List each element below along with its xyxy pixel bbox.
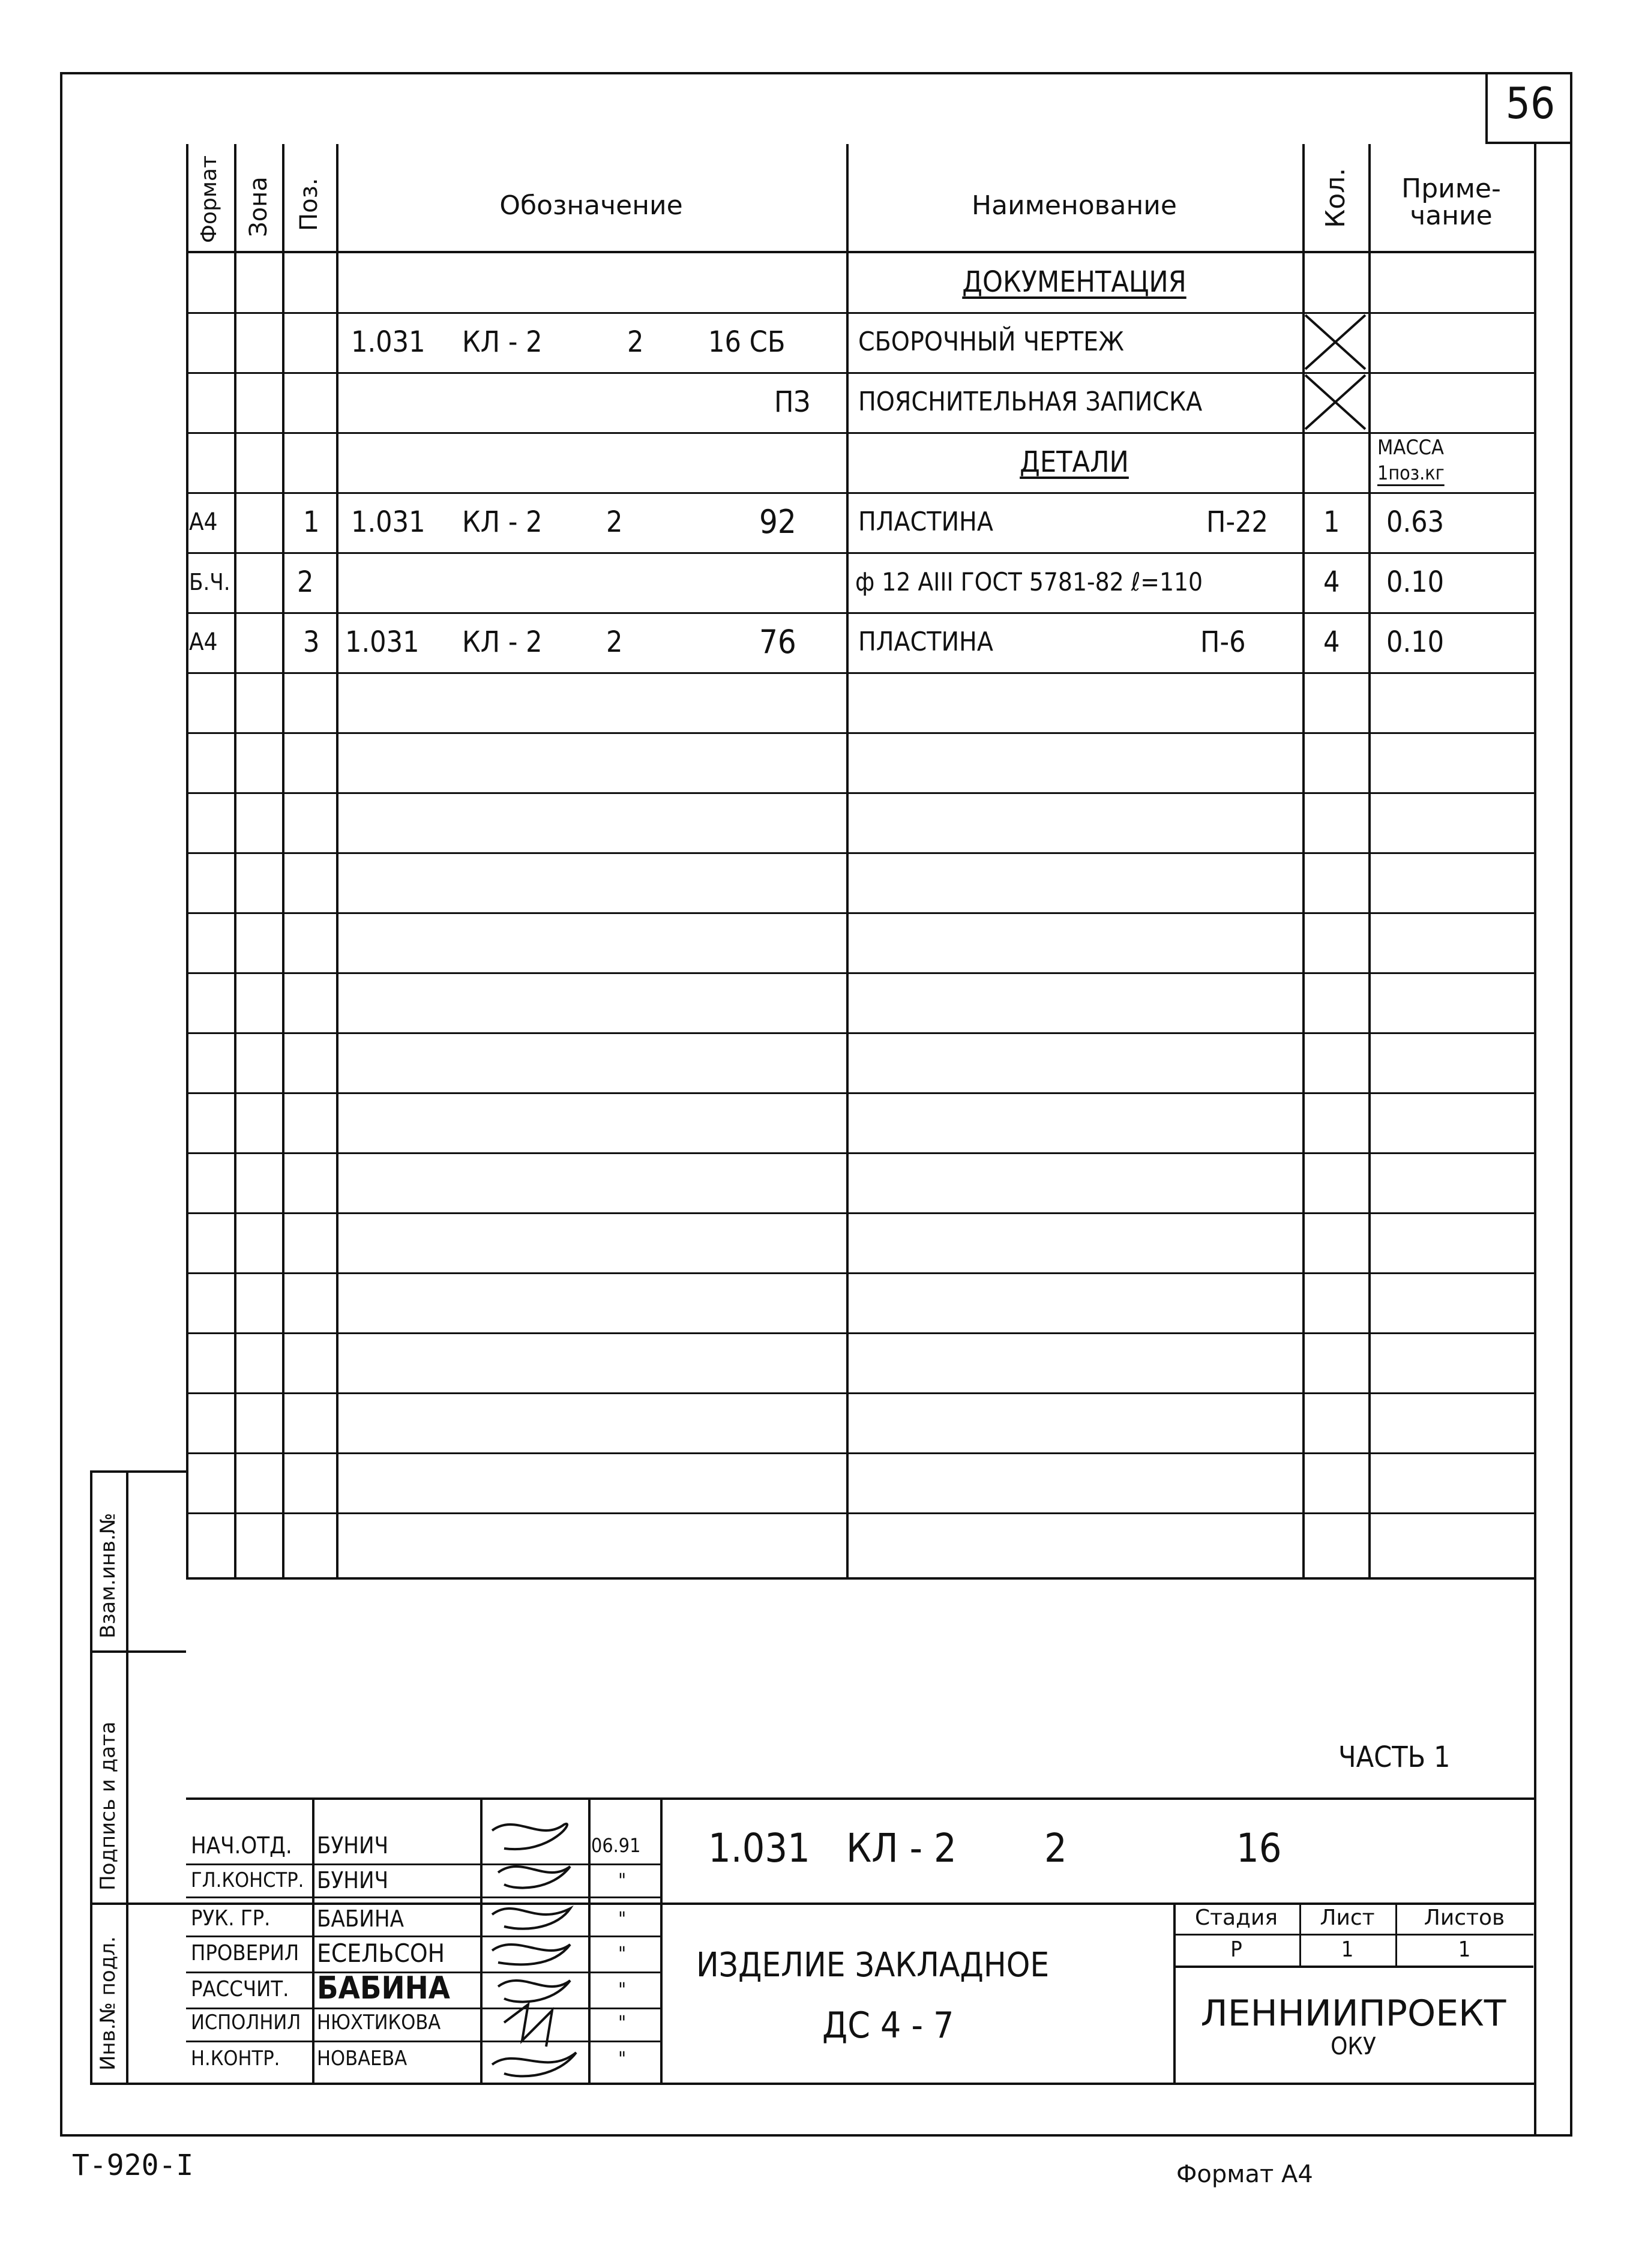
row-line (186, 852, 1536, 854)
binding-line (90, 1470, 186, 1473)
staff-name: НЮХТИКОВА (317, 2011, 441, 2035)
staff-role: Н.КОНТР. (191, 2047, 280, 2071)
row4-name-code: П-22 (1206, 505, 1269, 539)
row6-format: А4 (189, 628, 218, 656)
row6-designation-d: 76 (759, 623, 796, 661)
staff-role: РАССЧИТ. (191, 1977, 289, 2002)
binding-line (126, 1470, 128, 2083)
row4-designation-c: 2 (606, 505, 623, 539)
binding-line (90, 1650, 186, 1653)
col-line (234, 144, 236, 1578)
tb-bottom (186, 2083, 1536, 2085)
staff-date: " (618, 1869, 627, 1892)
doc-number-a: 1.031 (708, 1825, 810, 1871)
row6-pos: 3 (303, 625, 320, 659)
doc-number-c: 2 (1044, 1825, 1067, 1871)
staff-date: " (618, 2011, 627, 2034)
row-line (186, 792, 1536, 794)
staff-role: ИСПОЛНИЛ (191, 2011, 301, 2035)
staff-role: ГЛ.КОНСТР. (191, 1868, 304, 1892)
tb-col (660, 1797, 663, 2083)
row-line (186, 492, 1536, 494)
tb-col (588, 1797, 591, 2083)
row-line (186, 1332, 1536, 1334)
sign-date-label: Подпись и дата (96, 1721, 120, 1891)
row-line (186, 552, 1536, 554)
row-line (186, 1452, 1536, 1454)
row-line (186, 1272, 1536, 1274)
row1-name: СБОРОЧНЫЙ ЧЕРТЕЖ (858, 326, 1124, 357)
row4-designation-b: КЛ - 2 (462, 505, 543, 539)
row4-format: А4 (189, 508, 218, 536)
footer-left: Т-920-I (72, 2149, 194, 2182)
sheets-value: 1 (1458, 1937, 1471, 1962)
col-line (336, 144, 338, 1578)
row-line (186, 1032, 1536, 1034)
staff-role: ПРОВЕРИЛ (191, 1941, 299, 1966)
inv-orig-label: Инв.№ подл. (96, 1936, 120, 2071)
title-line-2: ДС 4 - 7 (822, 2005, 954, 2047)
row-line (186, 1092, 1536, 1094)
tb-row (1173, 1966, 1533, 1968)
header-line (186, 251, 1536, 253)
row4-note: 0.63 (1386, 505, 1445, 539)
row6-designation-c: 2 (606, 625, 623, 659)
row2-qty-cross (1302, 372, 1368, 432)
row5-format: Б.Ч. (189, 569, 230, 595)
header-note-1: Приме- (1401, 173, 1501, 204)
row-line (186, 912, 1536, 914)
header-qty: Кол. (1320, 167, 1351, 228)
row4-designation-d: 92 (759, 503, 796, 541)
binding-line (90, 1470, 92, 2083)
footer-right: Формат А4 (1176, 2161, 1313, 2188)
staff-date: " (618, 1978, 627, 2001)
col-line (1534, 144, 1536, 2137)
col-line (846, 144, 849, 1578)
tb-row (186, 2041, 660, 2042)
row-line (186, 972, 1536, 974)
title-line-1: ИЗДЕЛИЕ ЗАКЛАДНОЕ (696, 1946, 1050, 1985)
header-designation: Обозначение (499, 190, 683, 221)
title-block-top (186, 1797, 1536, 1800)
signature-1 (480, 1800, 588, 2083)
mass-label-1: МАССА (1377, 436, 1444, 460)
sheet-label: Лист (1320, 1906, 1375, 1930)
table-bottom-line (186, 1577, 1536, 1580)
org-name: ЛЕННИИПРОЕКТ (1200, 1993, 1506, 2035)
row5-name: ф 12 АIII ГОСТ 5781-82 ℓ=110 (855, 567, 1203, 597)
row1-designation-d: 16 СБ (708, 325, 786, 359)
mass-label-2: 1поз.кг (1377, 462, 1445, 484)
row6-qty: 4 (1323, 625, 1340, 659)
row-line (186, 1212, 1536, 1214)
row2-designation-d: ПЗ (774, 385, 811, 419)
staff-role: НАЧ.ОТД. (191, 1832, 292, 1859)
row4-pos: 1 (303, 505, 320, 539)
sheets-label: Листов (1424, 1906, 1505, 1930)
col-line (282, 144, 284, 1578)
staff-date: " (618, 1907, 627, 1930)
row6-name: ПЛАСТИНА (858, 627, 993, 657)
row-line (186, 432, 1536, 434)
section-details: ДЕТАЛИ (1020, 445, 1129, 479)
row1-designation-b: КЛ - 2 (462, 325, 543, 359)
row-line (186, 612, 1536, 614)
doc-number-b: КЛ - 2 (846, 1825, 957, 1871)
col-line (1368, 144, 1371, 1578)
section-documentation: ДОКУМЕНТАЦИЯ (962, 265, 1186, 299)
doc-number-d: 16 (1236, 1825, 1282, 1871)
header-name: Наименование (972, 190, 1177, 221)
staff-name: БУНИЧ (317, 1867, 389, 1894)
row4-designation-a: 1.031 (351, 505, 426, 539)
staff-name: БАБИНА (317, 1906, 404, 1932)
tb-row (186, 1936, 660, 1937)
row2-name: ПОЯСНИТЕЛЬНАЯ ЗАПИСКА (858, 387, 1203, 417)
row-line (186, 672, 1536, 674)
row5-pos: 2 (297, 565, 314, 599)
header-pos: Поз. (295, 178, 323, 231)
header-format: Формат (197, 155, 221, 243)
row4-name: ПЛАСТИНА (858, 507, 993, 537)
stage-label: Стадия (1194, 1906, 1278, 1930)
col-line (186, 144, 188, 1578)
binding-line (90, 1903, 186, 1905)
staff-name: ЕСЕЛЬСОН (317, 1939, 445, 1968)
header-zone: Зона (245, 176, 272, 237)
tb-col (312, 1797, 314, 2083)
page-number: 56 (1505, 78, 1556, 128)
row6-note: 0.10 (1386, 625, 1445, 659)
staff-name: БУНИЧ (317, 1832, 389, 1859)
row5-qty: 4 (1323, 565, 1340, 599)
staff-date: 06.91 (591, 1834, 641, 1857)
row1-designation-a: 1.031 (351, 325, 426, 359)
stage-value: Р (1230, 1937, 1242, 1962)
staff-name: НОВАЕВА (317, 2047, 408, 2071)
staff-name: БАБИНА (317, 1970, 451, 2006)
binding-line (90, 2083, 186, 2085)
row6-designation-a: 1.031 (345, 625, 420, 659)
row1-qty-cross (1302, 312, 1368, 372)
row5-note: 0.10 (1386, 565, 1445, 599)
row-line (186, 732, 1536, 734)
sheet-value: 1 (1341, 1937, 1354, 1962)
staff-role: РУК. ГР. (191, 1906, 271, 1931)
staff-date: " (618, 2047, 627, 2070)
row4-qty: 1 (1323, 505, 1340, 539)
part-label: ЧАСТЬ 1 (1338, 1740, 1451, 1774)
row1-designation-c: 2 (627, 325, 644, 359)
row-line (186, 1152, 1536, 1154)
row-line (186, 1392, 1536, 1394)
row-line (186, 1512, 1536, 1514)
row6-designation-b: КЛ - 2 (462, 625, 543, 659)
staff-date: " (618, 1942, 627, 1965)
tb-row (186, 1897, 660, 1898)
org-sub: ОКУ (1331, 2033, 1376, 2060)
header-note-2: чание (1410, 200, 1493, 231)
row6-name-code: П-6 (1200, 625, 1246, 659)
vzam-inv-label: Взам.инв.№ (96, 1512, 120, 1638)
